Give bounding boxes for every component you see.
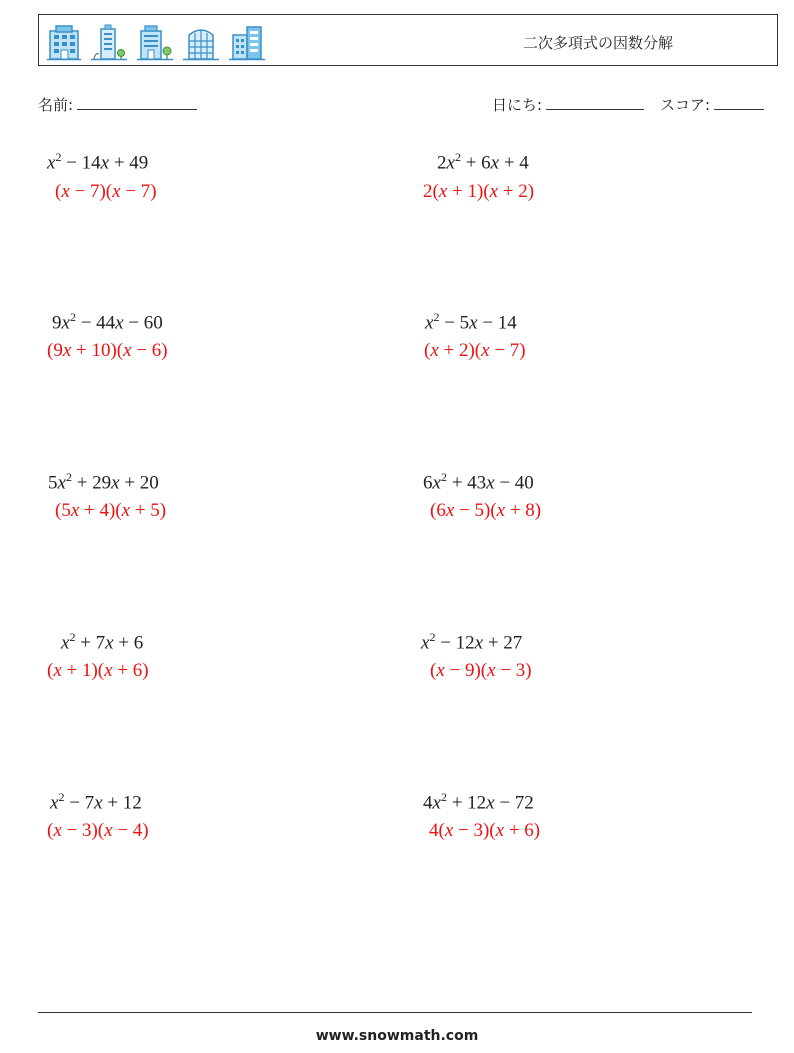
answer-4: (x + 2)(x − 7) xyxy=(424,340,526,361)
score-blank[interactable] xyxy=(714,95,764,110)
glass-office-icon xyxy=(183,23,219,61)
date-label: 日にち: xyxy=(492,96,543,114)
score-label: スコア: xyxy=(660,96,711,114)
problem-1: $x^2 - 14x + 49$ xyxy=(47,150,149,174)
problem-3: $9x^2 - 44x - 60$ xyxy=(52,310,163,334)
answer-10: 4(x − 3)(x + 6) xyxy=(429,820,541,841)
name-label: 名前: xyxy=(38,96,74,114)
worksheet-header xyxy=(38,14,778,66)
name-blank[interactable] xyxy=(77,95,197,110)
problem-5: $5x^2 + 29x + 20$ xyxy=(48,470,159,494)
problem-10: $4x^2 + 12x - 72$ xyxy=(423,790,534,814)
problem-6: $6x^2 + 43x - 40$ xyxy=(423,470,534,494)
building-icon xyxy=(47,23,81,61)
problem-4: $x^2 - 5x - 14$ xyxy=(425,310,517,334)
problem-9: $x^2 - 7x + 12$ xyxy=(50,790,142,814)
answer-3: (9x + 10)(x − 6) xyxy=(47,340,168,361)
name-field xyxy=(38,94,197,115)
answer-9: (x − 3)(x − 4) xyxy=(47,820,149,841)
problem-2: $2x^2 + 6x + 4$ xyxy=(437,150,529,174)
answer-7: (x + 1)(x + 6) xyxy=(47,660,149,681)
answer-5: (5x + 4)(x + 5) xyxy=(55,500,167,521)
footer-url[interactable]: www.snowmath.com xyxy=(315,1028,479,1044)
date-field xyxy=(492,94,644,115)
office-tower-with-tree-icon xyxy=(91,23,127,61)
footer-divider xyxy=(38,1012,752,1013)
problem-7: $x^2 + 7x + 6$ xyxy=(61,630,144,654)
problem-8: $x^2 - 12x + 27$ xyxy=(421,630,523,654)
office-block-icon xyxy=(229,23,265,61)
answer-2: 2(x + 1)(x + 2) xyxy=(423,181,535,202)
answer-8: (x − 9)(x − 3) xyxy=(430,660,532,681)
worksheet-title: 二次多項式の因数分解 xyxy=(522,34,673,52)
header-icons xyxy=(47,21,265,61)
building-with-tree-icon xyxy=(137,23,173,61)
answer-1: (x − 7)(x − 7) xyxy=(55,181,157,202)
date-blank[interactable] xyxy=(546,95,644,110)
answer-6: (6x − 5)(x + 8) xyxy=(430,500,542,521)
score-field xyxy=(660,94,764,115)
